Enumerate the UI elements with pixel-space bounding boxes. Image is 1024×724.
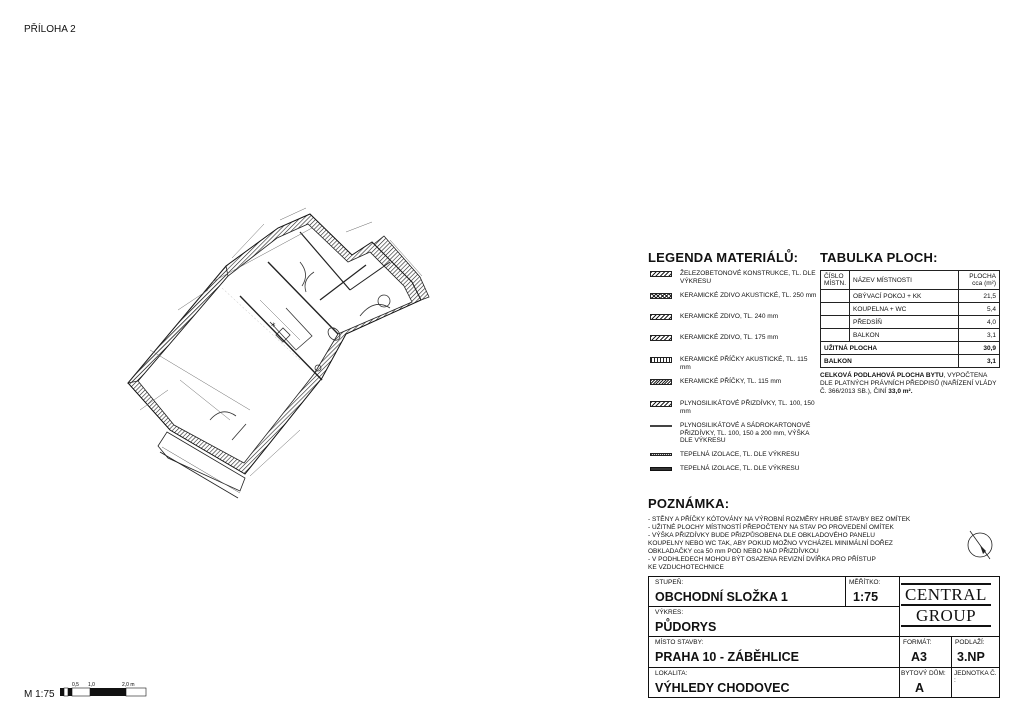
table-row: OBÝVACÍ POKOJ + KK 21,5: [821, 290, 1000, 303]
scale-ratio-label: M 1:75: [24, 689, 55, 700]
site-label: MÍSTO STAVBY:: [655, 639, 704, 646]
scale-label: MĚŘÍTKO:: [849, 579, 881, 586]
scale-value: 1:75: [853, 590, 879, 604]
stage-value: OBCHODNÍ SLOŽKA 1: [655, 590, 788, 604]
table-row: KOUPELNA + WC 5,4: [821, 303, 1000, 316]
floor-label: PODLAŽÍ:: [955, 639, 985, 646]
notes-list: [648, 516, 938, 572]
col-room-name: NÁZEV MÍSTNOSTI: [850, 271, 959, 290]
plan-geometry: [128, 208, 429, 498]
swatch-icon: [650, 335, 672, 341]
locality-value: VÝHLEDY CHODOVEC: [655, 681, 790, 695]
swatch-icon: [650, 357, 672, 363]
north-arrow: [968, 531, 992, 559]
locality-label: LOKALITA:: [655, 670, 688, 677]
note-line: - UŽITNÉ PLOCHY MÍSTNOSTÍ PŘEPOČTENY NA STAV PO PROVEDENÍ OMÍTEK: [648, 524, 894, 531]
note-line: OBKLADAČKY cca 50 mm POD NEBO NAD PŘIZDÍVKOU: [648, 548, 819, 555]
scale-tick: 1,0: [88, 682, 95, 688]
swatch-icon: [650, 425, 672, 427]
attachment-label: PŘÍLOHA 2: [24, 24, 76, 35]
table-row: BALKON 3,1: [821, 329, 1000, 342]
swatch-icon: [650, 401, 672, 407]
site-value: PRAHA 10 - ZÁBĚHLICE: [655, 650, 799, 664]
format-label: FORMÁT:: [903, 639, 932, 646]
swatch-icon: [650, 453, 672, 456]
note-line: - V PODHLEDECH MOHOU BÝT OSAZENA REVIZNÍ DVÍŘKA PRO PŘÍSTUP: [648, 556, 876, 563]
scale-bar: [60, 682, 150, 702]
scale-tick: 0,5: [72, 682, 79, 688]
area-table: [820, 270, 1000, 368]
drawing-label: VÝKRES:: [655, 609, 684, 616]
swatch-icon: [650, 271, 672, 277]
drawing-value: PŮDORYS: [655, 620, 717, 634]
area-table-title: TABULKA PLOCH:: [820, 250, 938, 265]
usable-area-row: UŽITNÁ PLOCHA 30,9: [821, 342, 1000, 355]
swatch-icon: [650, 293, 672, 299]
legend-title: LEGENDA MATERIÁLŮ:: [648, 250, 799, 265]
swatch-icon: [650, 314, 672, 320]
table-header: [821, 271, 1000, 290]
svg-text:*: *: [271, 322, 276, 332]
title-block: [648, 576, 1000, 698]
col-number: ČÍSLO MÍSTN.: [821, 271, 850, 290]
floor-value: 3.NP: [957, 650, 985, 664]
swatch-icon: [650, 467, 672, 471]
col-area: PLOCHA cca (m²): [959, 271, 1000, 290]
note-line: - STĚNY A PŘÍČKY KÓTOVÁNY NA VÝROBNÍ ROZMĚRY HRUBÉ STAVBY BEZ OMÍTEK: [648, 516, 911, 523]
scale-tick: 2,0 m: [122, 682, 135, 688]
notes-title: POZNÁMKA:: [648, 496, 730, 511]
unit-label: JEDNOTKA Č. :: [954, 670, 997, 684]
building-label: BYTOVÝ DŮM:: [901, 670, 946, 677]
note-line: KOUPELNY NEBO WC TAK, ABY POKUD MOŽNO VYCHÁZEL MINIMÁLNÍ DOŘEZ: [648, 540, 893, 547]
note-line: KE VZDUCHOTECHNICE: [648, 564, 724, 571]
area-note: CELKOVÁ PODLAHOVÁ PLOCHA BYTU, VYPOČTENA DLE PLATNÝCH PRÁVNÍCH PŘEDPISŮ (NAŘÍZENÍ VLÁDY Č. 366/2013 SB.), ČINÍ 33,0 m².: [820, 372, 997, 395]
format-value: A3: [911, 650, 927, 664]
swatch-icon: [650, 379, 672, 385]
balcony-row: BALKON 3,1: [821, 355, 1000, 368]
note-line: - VÝŠKA PŘIZDÍVKY BUDE PŘIZPŮSOBENA DLE OBKLADOVÉHO PANELU: [648, 532, 875, 539]
building-value: A: [915, 681, 925, 695]
table-row: PŘEDSÍŇ 4,0: [821, 316, 1000, 329]
central-group-logo: CENTRAL GROUP: [899, 583, 993, 627]
stage-label: STUPEŇ:: [655, 579, 684, 586]
